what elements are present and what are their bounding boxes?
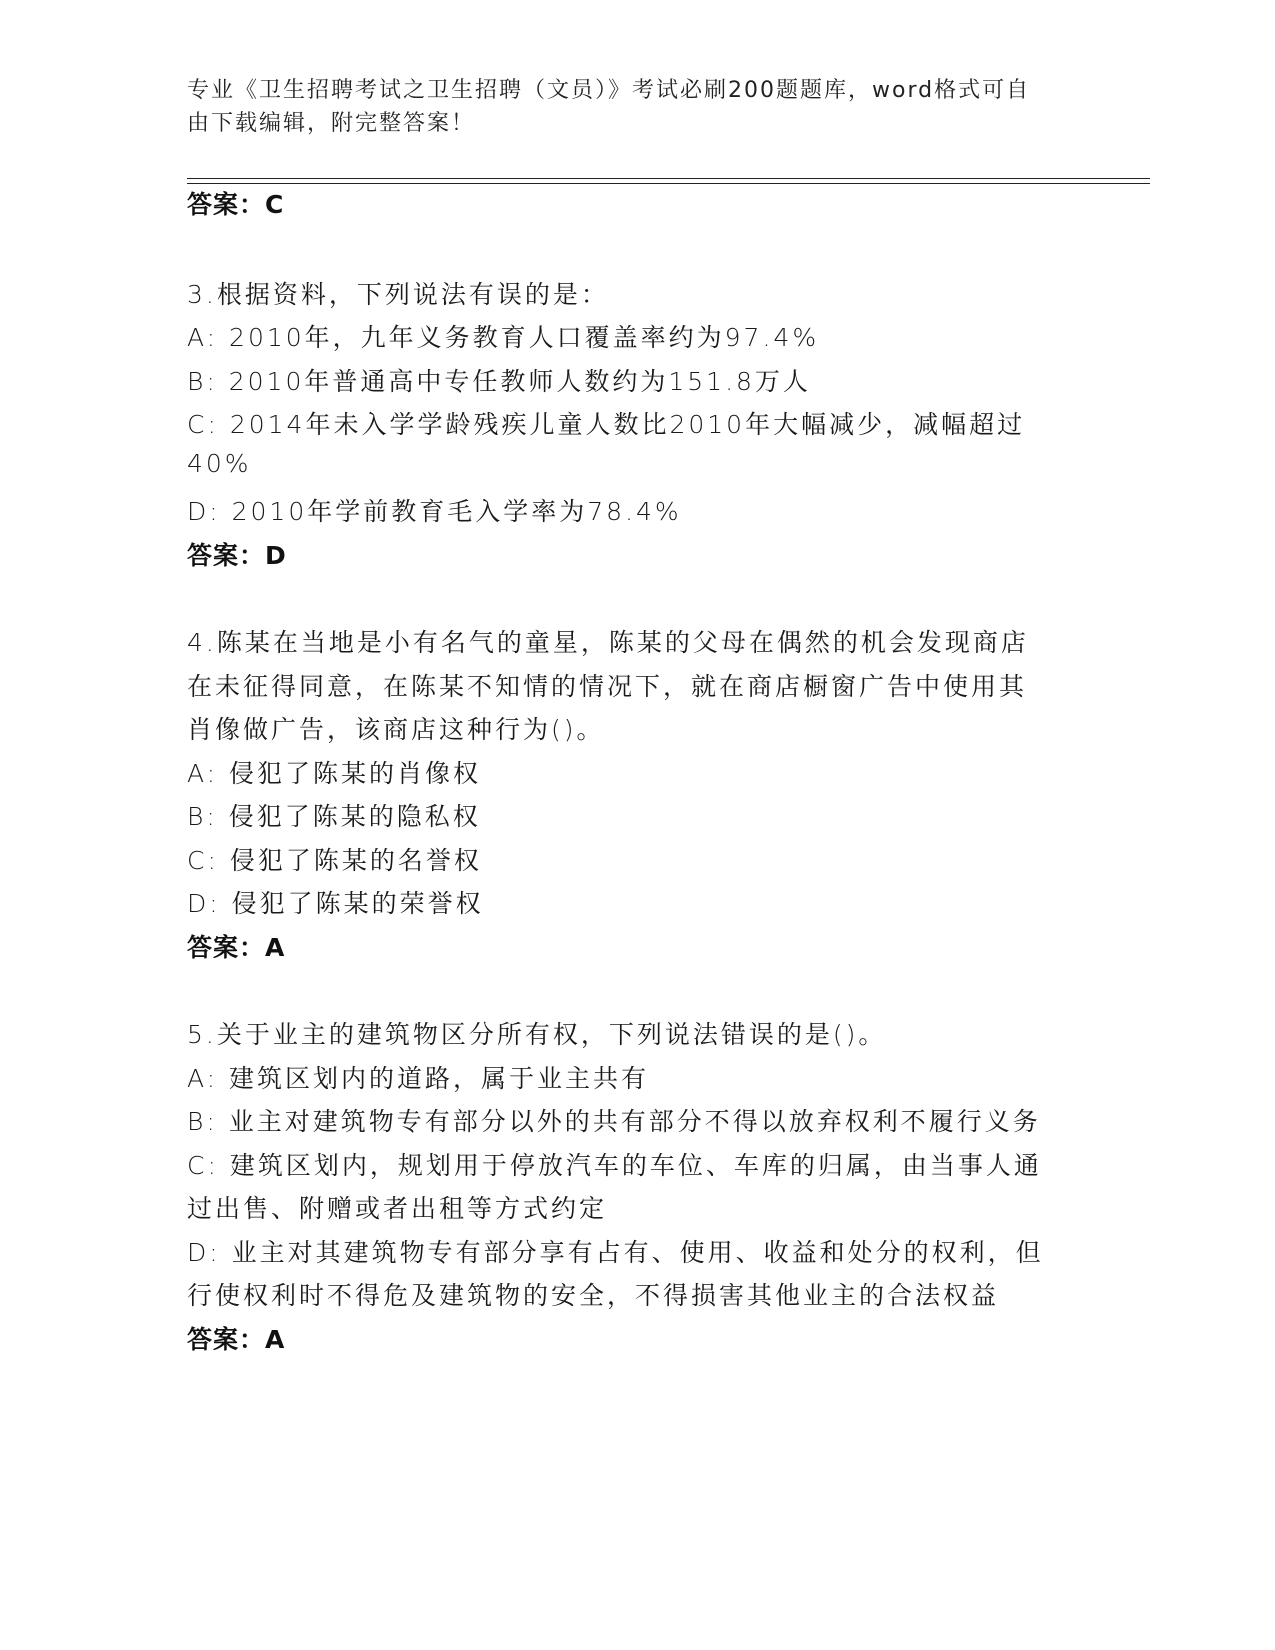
question-3-option-d: D: 2010年学前教育毛入学率为78.4% bbox=[187, 497, 682, 526]
question-3-stem: 3.根据资料，下列说法有误的是： bbox=[187, 280, 609, 309]
question-3-option-b: B: 2010年普通高中专任教师人数约为151.8万人 bbox=[187, 367, 811, 396]
question-5-option-d: D: 业主对其建筑物专有部分享有占有、使用、收益和处分的权利，但 bbox=[187, 1238, 1044, 1267]
document-header bbox=[187, 74, 1067, 140]
header-line-2: 由下载编辑，附完整答案！ bbox=[187, 111, 476, 136]
question-5-option-c-cont: 过出售、附赠或者出租等方式约定 bbox=[187, 1194, 608, 1223]
question-4-stem-line-1: 4.陈某在当地是小有名气的童星，陈某的父母在偶然的机会发现商店 bbox=[187, 628, 1029, 657]
header-rule-top bbox=[187, 178, 1150, 179]
question-3-option-c-cont: 40% bbox=[187, 449, 252, 478]
question-5-option-a: A: 建筑区划内的道路，属于业主共有 bbox=[187, 1064, 650, 1093]
question-5-stem: 5.关于业主的建筑物区分所有权，下列说法错误的是()。 bbox=[187, 1020, 887, 1049]
question-5-answer: 答案：A bbox=[187, 1325, 286, 1354]
question-3-answer: 答案：D bbox=[187, 541, 287, 570]
question-4-option-b: B: 侵犯了陈某的隐私权 bbox=[187, 802, 481, 831]
question-4-stem-line-3: 肖像做广告，该商店这种行为()。 bbox=[187, 715, 605, 744]
question-4-option-a: A: 侵犯了陈某的肖像权 bbox=[187, 759, 482, 788]
question-3-option-a: A: 2010年，九年义务教育人口覆盖率约为97.4% bbox=[187, 323, 820, 352]
answer-previous: 答案：C bbox=[187, 190, 285, 219]
header-line-1: 专业《卫生招聘考试之卫生招聘（文员）》考试必刷200题题库，word格式可自 bbox=[187, 78, 1031, 103]
question-5-option-c: C: 建筑区划内，规划用于停放汽车的车位、车库的归属，由当事人通 bbox=[187, 1151, 1042, 1180]
question-4-answer: 答案：A bbox=[187, 933, 286, 962]
question-3-option-c: C: 2014年未入学学龄残疾儿童人数比2010年大幅减少，减幅超过 bbox=[187, 410, 1026, 439]
question-4-option-d: D: 侵犯了陈某的荣誉权 bbox=[187, 889, 484, 918]
question-4-stem-line-2: 在未征得同意，在陈某不知情的情况下，就在商店橱窗广告中使用其 bbox=[187, 672, 1028, 701]
header-rule-bottom bbox=[187, 183, 1150, 184]
question-5-option-b: B: 业主对建筑物专有部分以外的共有部分不得以放弃权利不履行义务 bbox=[187, 1107, 1041, 1136]
question-5-option-d-cont: 行使权利时不得危及建筑物的安全，不得损害其他业主的合法权益 bbox=[187, 1281, 1000, 1310]
question-4-option-c: C: 侵犯了陈某的名誉权 bbox=[187, 846, 482, 875]
